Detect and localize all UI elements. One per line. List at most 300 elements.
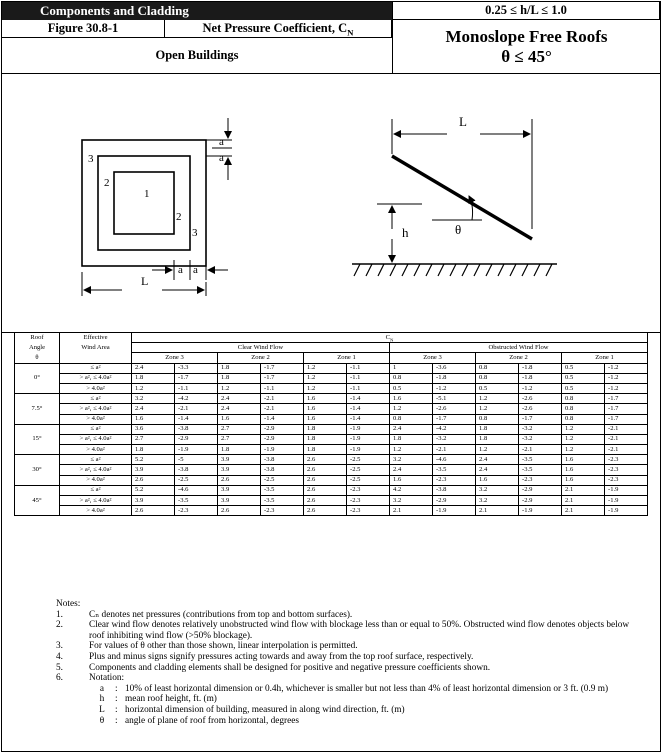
coefficient-cell: -3.8 <box>433 485 476 495</box>
coefficient-cell: 4.2 <box>390 485 433 495</box>
head-angle: Angle <box>15 343 60 353</box>
coefficient-cell: -1.2 <box>605 383 648 393</box>
head-effective: Effective <box>60 333 132 343</box>
notation-symbol: L <box>99 704 105 715</box>
coefficient-cell: 1.8 <box>132 445 175 455</box>
roof-slope <box>392 156 532 239</box>
table-row <box>15 496 648 506</box>
coefficient-cell: -1.8 <box>433 373 476 383</box>
coefficient-cell: -1.4 <box>347 394 390 404</box>
coefficient-cell: 1.8 <box>390 434 433 444</box>
coefficient-cell: -2.1 <box>519 445 562 455</box>
coefficient-cell: 3.9 <box>132 465 175 475</box>
note-item <box>56 620 646 641</box>
coefficient-cell: -2.3 <box>433 475 476 485</box>
coefficient-cell: 2.7 <box>218 424 261 434</box>
coefficient-cell: 2.1 <box>562 496 605 506</box>
notation-colon: : <box>115 715 118 726</box>
table-row <box>15 506 648 516</box>
coefficient-cell: 1.6 <box>562 475 605 485</box>
coefficient-cell: -2.1 <box>261 394 304 404</box>
coefficient-cell: -2.9 <box>519 485 562 495</box>
coefficient-cell: 2.6 <box>218 475 261 485</box>
plan-view <box>82 140 206 266</box>
section-theta-label: θ <box>455 222 462 237</box>
coefficient-cell: -1.9 <box>605 506 648 516</box>
wind-area-cell: ≤ a² <box>60 485 132 495</box>
coefficient-cell: 2.7 <box>218 434 261 444</box>
coefficient-cell: 0.8 <box>390 414 433 424</box>
head-blank <box>60 353 132 363</box>
coefficient-cell: -1.7 <box>605 414 648 424</box>
coefficient-cell: -1.7 <box>175 373 218 383</box>
head-zone1-clear: Zone 1 <box>304 353 390 363</box>
coefficient-cell: 0.5 <box>562 363 605 373</box>
coefficient-cell: 2.6 <box>304 455 347 465</box>
notes-title: Notes: <box>56 599 81 609</box>
coefficient-cell: -1.1 <box>347 363 390 373</box>
coefficient-cell: -1.4 <box>175 414 218 424</box>
coefficient-cell: 2.4 <box>390 424 433 434</box>
table-row <box>15 424 648 434</box>
table-row <box>15 394 648 404</box>
roof-type-block <box>392 20 660 74</box>
coefficient-cell: 2.4 <box>476 465 519 475</box>
coefficient-cell: -4.6 <box>433 455 476 465</box>
coefficient-cell: 0.8 <box>562 404 605 414</box>
coefficient-cell: -2.5 <box>347 475 390 485</box>
coefficient-cell: -2.9 <box>175 434 218 444</box>
wind-area-cell: ≤ a² <box>60 394 132 404</box>
coefficient-cell: 2.7 <box>132 434 175 444</box>
notation-text: horizontal dimension of building, measured in along wind direction, ft. (m) <box>125 704 405 715</box>
table-row <box>15 434 648 444</box>
coefficient-cell: 0.5 <box>390 383 433 393</box>
coefficient-cell: -2.3 <box>605 475 648 485</box>
note-text: Components and cladding elements shall be designed for positive and negative pressure coefficients shown. <box>89 662 491 673</box>
coefficient-cell: 2.1 <box>476 506 519 516</box>
coefficient-cell: -1.8 <box>519 373 562 383</box>
coefficient-cell: -2.3 <box>605 455 648 465</box>
coefficient-cell: 1.8 <box>218 373 261 383</box>
coefficient-cell: -1.2 <box>519 383 562 393</box>
coefficient-cell: 3.2 <box>390 496 433 506</box>
notation-symbol: h <box>99 694 105 705</box>
coefficient-cell: 1.6 <box>562 465 605 475</box>
coefficient-cell: 2.4 <box>476 455 519 465</box>
head-roof: Roof <box>15 333 60 343</box>
coefficient-cell: 1.6 <box>218 414 261 424</box>
coefficient-cell: -2.5 <box>261 475 304 485</box>
note-text: Plus and minus signs signify pressures acting towards and away from the top roof surface, respectively. <box>89 651 474 662</box>
notation-list <box>56 684 646 726</box>
coefficient-cell: -2.3 <box>175 506 218 516</box>
wind-area-cell: > a², ≤ 4.0a² <box>60 496 132 506</box>
note-number: 5. <box>56 662 63 673</box>
table-row <box>15 475 648 485</box>
note-item <box>56 641 646 652</box>
notation-text: mean roof height, ft. (m) <box>125 694 217 705</box>
coefficient-cell: 0.8 <box>390 373 433 383</box>
coefficient-cell: -1.7 <box>519 414 562 424</box>
coefficient-cell: -2.1 <box>605 445 648 455</box>
note-text: Cₙ denotes net pressures (contributions from top and bottom surfaces). <box>89 609 353 620</box>
coefficient-cell: -2.6 <box>519 404 562 414</box>
note-text: Clear wind flow denotes relatively unobstructed wind flow with blockage less than or equal to 50%. Obstructed wind flow denotes objects below roof inhibiting wind flow (>50% blockage). <box>89 620 630 641</box>
zone-1-label: 1 <box>144 188 150 200</box>
wind-area-cell: > a², ≤ 4.0a² <box>60 373 132 383</box>
roof-angle-cell: 45° <box>15 485 60 516</box>
coefficient-cell: -2.1 <box>261 404 304 414</box>
building-type: Open Buildings <box>2 38 392 74</box>
coefficient-cell: 1.2 <box>132 383 175 393</box>
table-row <box>15 363 648 373</box>
roof-angle-cell: 7.5° <box>15 394 60 425</box>
coefficient-cell: -2.5 <box>347 455 390 465</box>
coefficient-cell: 1.6 <box>390 475 433 485</box>
wind-area-cell: > 4.0a² <box>60 506 132 516</box>
note-number: 3. <box>56 641 63 652</box>
roof-diagrams <box>2 74 660 332</box>
notation-symbol: θ <box>99 715 105 726</box>
note-number: 2. <box>56 620 63 631</box>
coefficient-cell: -1.7 <box>433 414 476 424</box>
coefficient-cell: -3.5 <box>175 496 218 506</box>
table-row <box>15 445 648 455</box>
note-text: For values of θ other than those shown, linear interpolation is permitted. <box>89 641 358 652</box>
section-title: Components and Cladding <box>2 2 392 20</box>
coefficient-rows <box>15 363 648 516</box>
coefficient-cell: 0.5 <box>562 383 605 393</box>
coefficient-cell: -3.2 <box>433 434 476 444</box>
coefficient-cell: -2.1 <box>175 404 218 414</box>
roof-angle-cell: 15° <box>15 424 60 455</box>
roof-type-title: Monoslope Free Roofs <box>445 26 608 46</box>
coefficient-cell: -1.9 <box>261 445 304 455</box>
ground-hatch <box>354 264 552 276</box>
wind-area-cell: > 4.0a² <box>60 383 132 393</box>
coefficient-cell: -3.8 <box>175 424 218 434</box>
coefficient-cell: 5.2 <box>132 485 175 495</box>
coefficient-cell: 1.2 <box>476 404 519 414</box>
coefficient-cell: 3.2 <box>476 496 519 506</box>
wind-area-cell: > 4.0a² <box>60 414 132 424</box>
coefficient-cell: -2.3 <box>347 496 390 506</box>
coefficient-cell: -1.7 <box>605 404 648 414</box>
dim-a-side: a <box>178 264 183 276</box>
coefficient-cell: 2.4 <box>132 404 175 414</box>
note-item <box>56 663 646 674</box>
coefficient-cell: 2.6 <box>304 475 347 485</box>
coefficient-cell: 1.2 <box>304 373 347 383</box>
coefficient-cell: 1.2 <box>390 404 433 414</box>
dim-a-top: a <box>219 136 224 148</box>
notation-item <box>56 716 646 727</box>
notation-item <box>56 684 646 695</box>
coefficient-cell: -3.2 <box>519 434 562 444</box>
coefficient-cell: 3.9 <box>218 455 261 465</box>
head-clear: Clear Wind Flow <box>132 343 390 353</box>
coefficient-cell: -2.6 <box>519 394 562 404</box>
coefficient-cell: 3.2 <box>132 394 175 404</box>
coefficient-cell: -3.3 <box>175 363 218 373</box>
wind-area-cell: > a², ≤ 4.0a² <box>60 465 132 475</box>
coefficient-cell: 1.2 <box>304 383 347 393</box>
section-L-label: L <box>459 114 467 129</box>
coefficient-cell: 1.8 <box>476 424 519 434</box>
coefficient-cell: 2.6 <box>132 506 175 516</box>
head-zone1-obs: Zone 1 <box>562 353 648 363</box>
coefficient-cell: 1.6 <box>476 475 519 485</box>
coefficient-cell: 3.9 <box>218 496 261 506</box>
coefficient-cell: -1.1 <box>347 383 390 393</box>
coefficient-cell: 3.9 <box>218 485 261 495</box>
coefficient-cell: 1.8 <box>132 373 175 383</box>
notation-text: 10% of least horizontal dimension or 0.4h, whichever is smaller but not less than 4% of least horizontal dimension or 3 ft. (0.9 m) <box>125 683 609 694</box>
wind-area-cell: ≤ a² <box>60 424 132 434</box>
coefficient-cell: 1.6 <box>562 455 605 465</box>
coefficient-cell: 1.8 <box>218 445 261 455</box>
coefficient-cell: -1.7 <box>261 373 304 383</box>
section-h-label: h <box>402 225 409 240</box>
head-theta: θ <box>15 353 60 363</box>
coefficient-cell: 1.8 <box>304 434 347 444</box>
coefficient-cell: -2.5 <box>175 475 218 485</box>
coefficient-cell: 3.2 <box>476 485 519 495</box>
coefficient-cell: 3.9 <box>218 465 261 475</box>
notation-colon: : <box>115 704 118 715</box>
table-row <box>15 404 648 414</box>
coefficient-cell: 1.2 <box>476 445 519 455</box>
table-row <box>15 455 648 465</box>
note-item <box>56 652 646 663</box>
coefficient-cell: 2.6 <box>304 496 347 506</box>
coefficient-cell: 0.8 <box>476 373 519 383</box>
coefficient-cell: 2.6 <box>304 506 347 516</box>
coefficient-cell: 1.8 <box>218 363 261 373</box>
coefficient-cell: -2.3 <box>347 506 390 516</box>
coefficient-cell: -1.9 <box>605 496 648 506</box>
coefficient-cell: 1.2 <box>304 363 347 373</box>
coefficient-cell: -5 <box>175 455 218 465</box>
coefficient-cell: 2.4 <box>132 363 175 373</box>
coefficient-cell: -1.2 <box>605 363 648 373</box>
coefficient-cell: 1.2 <box>562 445 605 455</box>
coefficient-cell: -3.8 <box>261 455 304 465</box>
coefficient-cell: 0.8 <box>476 363 519 373</box>
coefficient-title: Net Pressure Coefficient, $C_N$ <box>165 20 392 38</box>
note-number: 6. <box>56 673 63 684</box>
coefficient-cell: -2.9 <box>519 496 562 506</box>
coefficient-cell: 0.5 <box>562 373 605 383</box>
dim-a-top-2: a <box>219 152 224 164</box>
zone-2b-label: 2 <box>176 211 182 223</box>
coefficient-cell: -3.2 <box>519 424 562 434</box>
coefficient-cell: 2.1 <box>390 506 433 516</box>
coefficient-cell: -1.9 <box>347 434 390 444</box>
coefficient-cell: -1.4 <box>347 414 390 424</box>
coefficient-cell: 1.6 <box>304 394 347 404</box>
coefficient-cell: -2.3 <box>519 475 562 485</box>
dim-a-side-2: a <box>193 264 198 276</box>
coefficient-cell: -1.9 <box>605 485 648 495</box>
coefficient-cell: 0.8 <box>562 394 605 404</box>
section-view <box>352 114 557 276</box>
roof-angle-cell: 0° <box>15 363 60 394</box>
notation-item <box>56 705 646 716</box>
coefficient-cell: 3.2 <box>390 455 433 465</box>
zone-3b-label: 3 <box>192 227 198 239</box>
coefficient-cell: -2.1 <box>605 424 648 434</box>
coefficient-cell: 1.8 <box>304 445 347 455</box>
coefficient-cell: 1.2 <box>562 434 605 444</box>
coefficient-cell: -2.6 <box>433 404 476 414</box>
coefficient-cell: -1.9 <box>175 445 218 455</box>
coefficient-cell: -2.3 <box>347 485 390 495</box>
coefficient-cell: 1.8 <box>304 424 347 434</box>
coefficient-cell: -3.8 <box>175 465 218 475</box>
coefficient-cell: 2.4 <box>218 394 261 404</box>
coefficient-cell: 1.8 <box>476 434 519 444</box>
coefficient-cell: -1.4 <box>347 404 390 414</box>
coefficient-cell: -4.6 <box>175 485 218 495</box>
wind-area-cell: ≤ a² <box>60 363 132 373</box>
wind-area-cell: > a², ≤ 4.0a² <box>60 404 132 414</box>
coefficient-cell: 1.6 <box>390 394 433 404</box>
zone2-edge <box>98 156 190 250</box>
coefficient-cell: -1.2 <box>433 383 476 393</box>
coefficient-cell: 1.6 <box>304 414 347 424</box>
table-row <box>15 373 648 383</box>
coefficient-cell: -1.9 <box>519 506 562 516</box>
coefficient-cell: 2.1 <box>562 506 605 516</box>
coefficient-cell: -2.1 <box>433 445 476 455</box>
coefficient-cell: -2.3 <box>605 465 648 475</box>
head-zone3-clear: Zone 3 <box>132 353 218 363</box>
coefficient-cell: 2.6 <box>218 506 261 516</box>
notation-colon: : <box>115 694 118 705</box>
coefficient-cell: -2.1 <box>605 434 648 444</box>
coefficient-cell: -1.1 <box>175 383 218 393</box>
coefficient-cell: -3.8 <box>261 465 304 475</box>
note-number: 1. <box>56 609 63 620</box>
coefficient-cell: -2.3 <box>261 506 304 516</box>
head-zone2-clear: Zone 2 <box>218 353 304 363</box>
coefficient-cell: -3.5 <box>519 465 562 475</box>
note-item <box>56 673 646 684</box>
coefficient-cell: -1.7 <box>605 394 648 404</box>
table-row <box>15 465 648 475</box>
coefficient-cell: -3.5 <box>261 496 304 506</box>
coefficient-cell: 2.4 <box>390 465 433 475</box>
wind-area-cell: > 4.0a² <box>60 475 132 485</box>
coefficient-cell: -1.7 <box>261 363 304 373</box>
zone-3-label: 3 <box>88 153 94 165</box>
coefficient-cell: -4.2 <box>175 394 218 404</box>
coefficient-cell: -1.9 <box>347 445 390 455</box>
notes-list <box>56 610 646 684</box>
coefficient-cell: -1.9 <box>433 506 476 516</box>
coefficient-cell: -5.1 <box>433 394 476 404</box>
wind-area-cell: > a², ≤ 4.0a² <box>60 434 132 444</box>
coefficient-cell: -1.9 <box>347 424 390 434</box>
hl-range: 0.25 ≤ h/L ≤ 1.0 <box>392 2 660 20</box>
head-obstructed: Obstructed Wind Flow <box>390 343 648 353</box>
figure-page <box>1 1 661 752</box>
coefficient-cell: -2.9 <box>261 434 304 444</box>
coefficient-cell: -2.9 <box>261 424 304 434</box>
coefficient-cell: -1.1 <box>261 383 304 393</box>
coefficient-cell: -3.5 <box>519 455 562 465</box>
zone1-edge <box>114 172 174 234</box>
coefficient-cell: 3.6 <box>132 424 175 434</box>
coefficient-cell: 2.6 <box>304 485 347 495</box>
coefficient-cell: 1 <box>390 363 433 373</box>
coefficient-cell: -2.9 <box>433 496 476 506</box>
coefficient-table <box>14 332 648 516</box>
table-row <box>15 383 648 393</box>
coefficient-cell: -1.2 <box>605 373 648 383</box>
head-zone3-obs: Zone 3 <box>390 353 476 363</box>
table-row <box>15 414 648 424</box>
coefficient-cell: 3.9 <box>132 496 175 506</box>
note-item <box>56 610 646 621</box>
coefficient-cell: -1.4 <box>261 414 304 424</box>
coefficient-cell: 2.6 <box>304 465 347 475</box>
coefficient-cell: 1.2 <box>476 394 519 404</box>
coefficient-cell: -3.5 <box>433 465 476 475</box>
coefficient-cell: -1.1 <box>347 373 390 383</box>
notation-item <box>56 694 646 705</box>
head-cn: $C_N$ <box>132 333 648 343</box>
coefficient-cell: -3.5 <box>261 485 304 495</box>
notes <box>56 599 646 726</box>
coefficient-cell: 2.6 <box>132 475 175 485</box>
wind-area-cell: > 4.0a² <box>60 445 132 455</box>
head-zone2-obs: Zone 2 <box>476 353 562 363</box>
notation-symbol: a <box>99 683 105 694</box>
coefficient-cell: 0.8 <box>562 414 605 424</box>
head-wind-area: Wind Area <box>60 343 132 353</box>
notation-colon: : <box>115 683 118 694</box>
zone-2-label: 2 <box>104 177 110 189</box>
coefficient-cell: 5.2 <box>132 455 175 465</box>
coefficient-cell: 1.6 <box>132 414 175 424</box>
outer-edge <box>82 140 206 266</box>
coefficient-cell: 0.8 <box>476 414 519 424</box>
coefficient-cell: -3.6 <box>433 363 476 373</box>
note-number: 4. <box>56 651 63 662</box>
diagram-area <box>2 74 660 333</box>
table-row <box>15 485 648 495</box>
roof-angle-cell: 30° <box>15 455 60 486</box>
coefficient-cell: -1.8 <box>519 363 562 373</box>
coefficient-cell: 1.2 <box>218 383 261 393</box>
coefficient-cell: 0.5 <box>476 383 519 393</box>
figure-number: Figure 30.8-1 <box>2 20 165 38</box>
note-text: Notation: <box>89 673 125 684</box>
coefficient-cell: 2.1 <box>562 485 605 495</box>
coefficient-cell: 1.2 <box>562 424 605 434</box>
coefficient-cell: -4.2 <box>433 424 476 434</box>
wind-area-cell: ≤ a² <box>60 455 132 465</box>
angle-range: θ ≤ 45° <box>501 46 552 66</box>
notation-text: angle of plane of roof from horizontal, degrees <box>125 715 299 726</box>
coefficient-cell: -2.5 <box>347 465 390 475</box>
plan-L-label: L <box>141 274 149 288</box>
coefficient-cell: 1.6 <box>304 404 347 414</box>
coefficient-cell: 1.2 <box>390 445 433 455</box>
